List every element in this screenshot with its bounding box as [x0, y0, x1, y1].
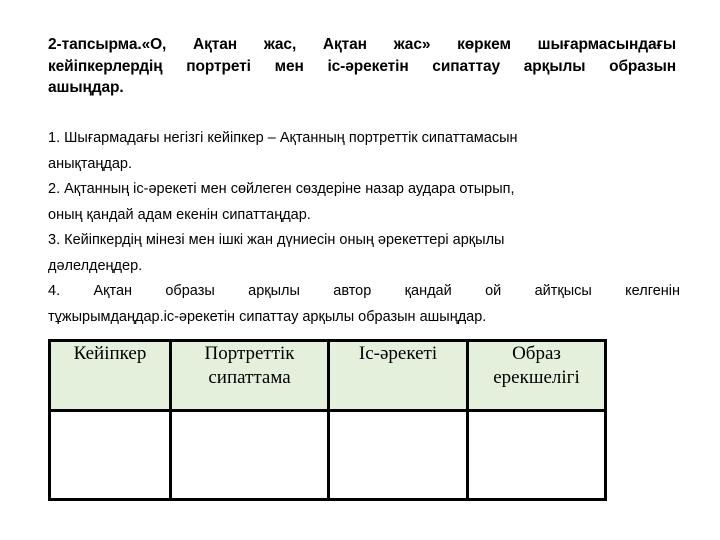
task-item-1	[48, 126, 680, 177]
table-header-cell-character	[50, 341, 171, 411]
table-grid	[48, 339, 607, 501]
table-header-cell-action	[329, 341, 468, 411]
task-item-2	[48, 177, 680, 228]
task-1-line-1: 1. Шығармадағы негізгі кейіпкер – Ақтанның портреттік сипаттамасын	[48, 130, 518, 146]
title-line-1: 2-тапсырма.«О, Ақтан жас, Ақтан жас» көркем шығармасындағы	[48, 36, 676, 53]
table-cell-character[interactable]	[50, 411, 171, 500]
header-character-line-1: Кейіпкер	[73, 343, 147, 364]
table-cell-image[interactable]	[468, 411, 606, 500]
table-cell-action[interactable]	[329, 411, 468, 500]
table-header-cell-portrait	[171, 341, 329, 411]
title-line-2: кейіпкерлердің портреті мен іс-әрекетін сипаттау арқылы образын	[48, 57, 676, 75]
task-3-line-2: дәлелдеңдер.	[48, 257, 143, 274]
task-2-line-1: 2. Ақтанның іс-әрекеті мен сөйлеген сөздеріне назар аудара отырып,	[48, 181, 515, 197]
characterization-table	[48, 339, 592, 501]
header-portrait-line-2: сипаттама	[208, 367, 291, 388]
title-paragraph	[48, 34, 676, 99]
task-1-line-2: анықтаңдар.	[48, 155, 133, 172]
page-title	[48, 34, 676, 99]
task-list	[48, 126, 680, 330]
table-cell-portrait[interactable]	[171, 411, 329, 500]
task-2-line-2: оның қандай адам екенін сипаттаңдар.	[48, 206, 311, 223]
table-header-row	[50, 341, 606, 411]
header-action-line-1: Іс-әрекеті	[358, 343, 438, 364]
task-3-line-1: 3. Кейіпкердің мінезі мен ішкі жан дүниесін оның әрекеттері арқылы	[48, 232, 505, 248]
table-row	[50, 411, 606, 500]
title-line-3: ашыңдар.	[48, 79, 124, 96]
header-image-line-1: Образ	[512, 343, 561, 364]
table-header-cell-image	[468, 341, 606, 411]
task-item-4	[48, 279, 680, 330]
task-4-line-2: тұжырымдаңдар.іс-әрекетін сипаттау арқылы образын ашыңдар.	[48, 308, 487, 325]
task-item-3	[48, 228, 680, 279]
task-4-line-1: 4. Ақтан образы арқылы автор қандай ой айтқысы келгенін	[48, 283, 680, 299]
header-portrait-line-1: Портреттік	[204, 343, 295, 364]
header-image-line-2: ерекшелігі	[493, 367, 580, 388]
